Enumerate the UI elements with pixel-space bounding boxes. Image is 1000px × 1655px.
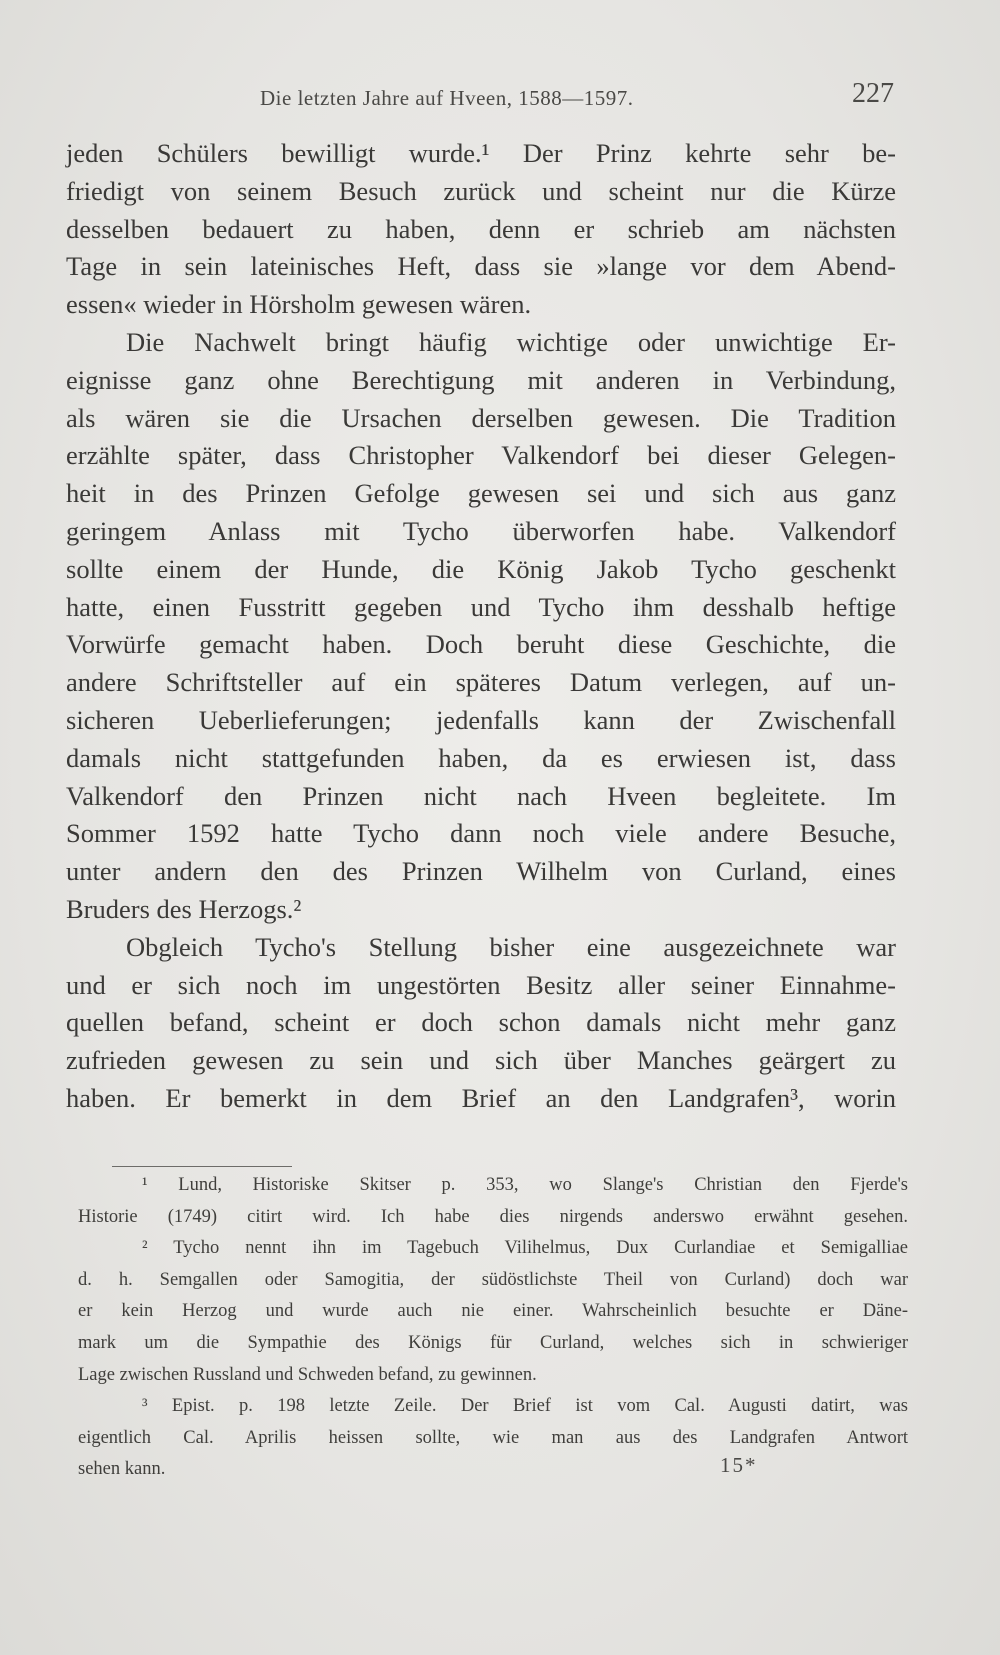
body-line: essen« wieder in Hörsholm gewesen wären. bbox=[66, 289, 532, 320]
footnote-line: ² Tycho nennt ihn im Tagebuch Vilihelmus, Dux Curlandiae et Semigalliae bbox=[142, 1238, 908, 1259]
body-line: jeden Schülers bewilligt wurde.¹ Der Prinz kehrte sehr be- bbox=[66, 138, 896, 168]
body-line: desselben bedauert zu haben, denn er schrieb am nächsten bbox=[66, 213, 896, 244]
body-line: als wären sie die Ursachen derselben gewesen. Die Tradition bbox=[66, 402, 896, 433]
running-title: Die letzten Jahre auf Hveen, 1588—1597. bbox=[260, 86, 634, 110]
body-line: Die Nachwelt bringt häufig wichtige oder unwichtige Er- bbox=[126, 326, 896, 357]
body-line: Tage in sein lateinisches Heft, dass sie »lange vor dem Abend- bbox=[66, 251, 896, 282]
body-line: unter andern den des Prinzen Wilhelm von Curland, eines bbox=[66, 856, 896, 887]
body-line: damals nicht stattgefunden haben, da es erwiesen ist, dass bbox=[66, 742, 896, 773]
body-line: zufrieden gewesen zu sein und sich über Manches geärgert zu bbox=[66, 1045, 896, 1076]
body-line: Vorwürfe gemacht haben. Doch beruht diese Geschichte, die bbox=[66, 629, 896, 660]
body-line: und er sich noch im ungestörten Besitz aller seiner Einnahme- bbox=[66, 969, 896, 1000]
footnote-line: ³ Epist. p. 198 letzte Zeile. Der Brief ist vom Cal. Augusti datirt, was bbox=[142, 1396, 908, 1417]
body-line: Obgleich Tycho's Stellung bisher eine ausgezeichnete war bbox=[126, 931, 896, 962]
footnote-line: er kein Herzog und wurde auch nie einer. Wahrscheinlich besuchte er Däne- bbox=[78, 1301, 908, 1322]
body-line: sollte einem der Hunde, die König Jakob Tycho geschenkt bbox=[66, 553, 896, 584]
body-line: haben. Er bemerkt in dem Brief an den Landgrafen³, worin bbox=[66, 1082, 896, 1113]
footnote-line: sehen kann. bbox=[78, 1459, 166, 1480]
footnote-rule bbox=[112, 1166, 292, 1167]
body-line: friedigt von seinem Besuch zurück und scheint nur die Kürze bbox=[66, 175, 896, 206]
footnote-line: ¹ Lund, Historiske Skitser p. 353, wo Slange's Christian den Fjerde's bbox=[142, 1175, 908, 1195]
footnote-line: Historie (1749) citirt wird. Ich habe dies nirgends anderswo erwähnt gesehen. bbox=[78, 1206, 908, 1227]
page-number: 227 bbox=[852, 78, 894, 109]
footnote-line: Lage zwischen Russland und Schweden befand, zu gewinnen. bbox=[78, 1364, 537, 1385]
footnote-line: eigentlich Cal. Aprilis heissen sollte, wie man aus des Landgrafen Antwort bbox=[78, 1427, 908, 1448]
body-line: quellen befand, scheint er doch schon damals nicht mehr ganz bbox=[66, 1007, 896, 1038]
body-line: Sommer 1592 hatte Tycho dann noch viele andere Besuche, bbox=[66, 818, 896, 849]
body-line: hatte, einen Fusstritt gegeben und Tycho ihm desshalb heftige bbox=[66, 591, 896, 622]
signature-mark: 15* bbox=[720, 1453, 758, 1477]
footnote-line: mark um die Sympathie des Königs für Curland, welches sich in schwieriger bbox=[78, 1332, 908, 1353]
footnote-line: d. h. Semgallen oder Samogitia, der südöstlichste Theil von Curland) doch war bbox=[78, 1269, 908, 1290]
body-line: geringem Anlass mit Tycho überworfen habe. Valkendorf bbox=[66, 515, 896, 546]
body-line: erzählte später, dass Christopher Valkendorf bei dieser Gelegen- bbox=[66, 440, 896, 471]
body-line: Bruders des Herzogs.² bbox=[66, 893, 302, 924]
footnotes bbox=[78, 1170, 908, 1486]
body-text bbox=[66, 135, 896, 1118]
body-line: sicheren Ueberlieferungen; jedenfalls kann der Zwischenfall bbox=[66, 704, 896, 735]
running-head bbox=[64, 78, 894, 118]
body-line: eignisse ganz ohne Berechtigung mit anderen in Verbindung, bbox=[66, 364, 896, 395]
body-line: andere Schriftsteller auf ein späteres Datum verlegen, auf un- bbox=[66, 667, 896, 698]
body-line: heit in des Prinzen Gefolge gewesen sei und sich aus ganz bbox=[66, 478, 896, 509]
body-line: Valkendorf den Prinzen nicht nach Hveen begleitete. Im bbox=[66, 780, 896, 811]
